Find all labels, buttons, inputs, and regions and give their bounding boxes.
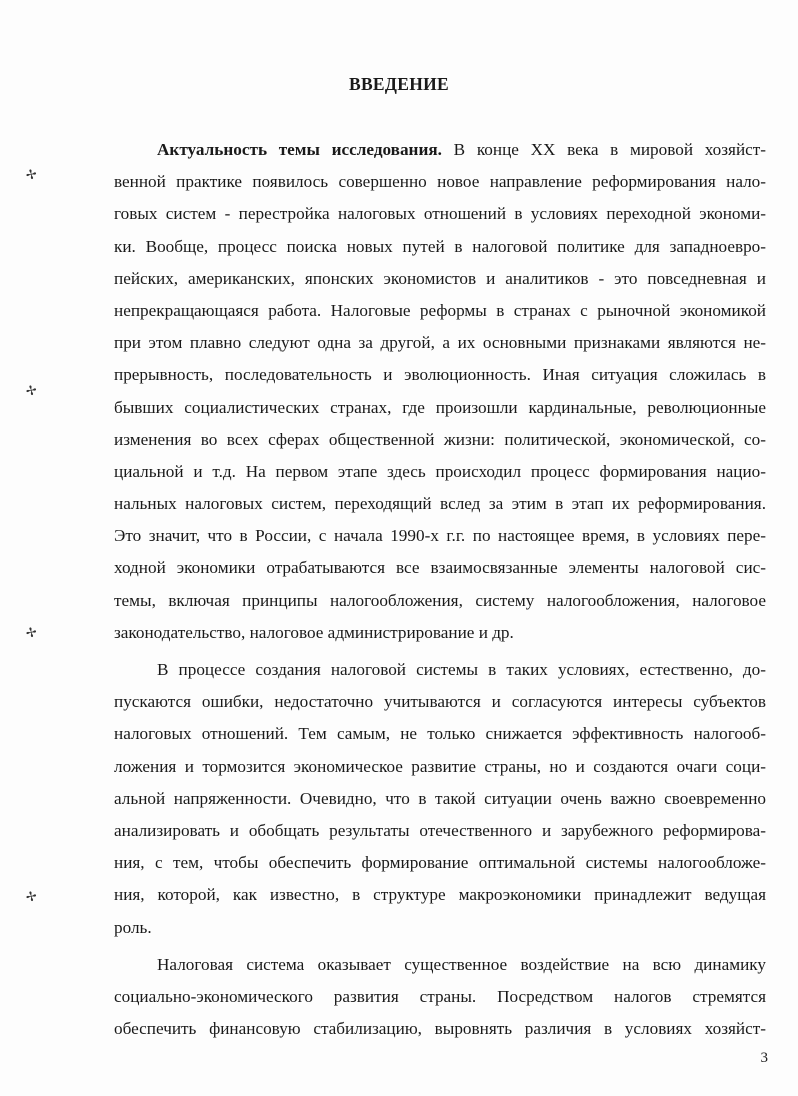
text-line: циальной и т.д. На первом этапе здесь происходил процесс формирования нацио- xyxy=(114,461,766,481)
text-line: ложения и тормозится экономическое развитие страны, но и создаются очаги соци- xyxy=(114,756,766,776)
text-line: ходной экономики отрабатываются все взаимосвязанные элементы налоговой сис- xyxy=(114,558,766,578)
text-line: прерывность, последовательность и эволюционность. Иная ситуация сложилась в xyxy=(114,365,766,385)
margin-mark: ✢ xyxy=(24,625,39,642)
text-line: В процессе создания налоговой системы в таких условиях, естественно, до- xyxy=(157,660,766,679)
text-line: нальных налоговых систем, переходящий вслед за этим в этап их реформирования. xyxy=(114,494,766,514)
body-text xyxy=(114,134,766,1045)
text-line: обеспечить финансовую стабилизацию, выровнять различия в условиях хозяйст- xyxy=(114,1019,766,1039)
text-line: ния, которой, как известно, в структуре макроэкономики принадлежит ведущая xyxy=(114,885,766,905)
text-line: Налоговая система оказывает существенное воздействие на всю динамику xyxy=(157,954,766,974)
text-line: Это значит, что в России, с начала 1990-х г.г. по настоящее время, в условиях пере- xyxy=(114,526,766,546)
text-line: социально-экономического развития страны. Посредством налогов стремятся xyxy=(114,986,766,1006)
text-line: пейских, американских, японских экономистов и аналитиков - это повседневная и xyxy=(114,268,766,288)
text-line: анализировать и обобщать результаты отечественного и зарубежного реформирова- xyxy=(114,820,766,840)
margin-mark: ✢ xyxy=(24,383,39,400)
text-line: изменения во всех сферах общественной жизни: политической, экономической, со- xyxy=(114,429,766,449)
margin-mark: ✢ xyxy=(24,167,39,184)
text-line: бывших социалистических странах, где произошли кардинальные, революционные xyxy=(114,397,766,417)
text-line: альной напряженности. Очевидно, что в такой ситуации очень важно своевременно xyxy=(114,788,766,808)
text-line: пускаются ошибки, недостаточно учитываются и согласуются интересы субъектов xyxy=(114,692,766,712)
text-line: ки. Вообще, процесс поиска новых путей в налоговой политике для западноевро- xyxy=(114,236,766,256)
text-line: ния, с тем, чтобы обеспечить формирование оптимальной системы налогообложе- xyxy=(114,853,766,873)
text-line: темы, включая принципы налогообложения, систему налогообложения, налоговое xyxy=(114,590,766,610)
lead-phrase: Актуальность темы исследования. xyxy=(157,140,442,159)
section-heading: ВВЕДЕНИЕ xyxy=(348,74,450,94)
page-number: 3 xyxy=(760,1050,768,1066)
text-line: говых систем - перестройка налоговых отношений в условиях переходной экономи- xyxy=(114,204,766,224)
margin-mark: ✢ xyxy=(24,889,39,906)
text-line: непрекращающаяся работа. Налоговые реформы в странах с рыночной экономикой xyxy=(114,300,766,320)
text-line: законодательство, налоговое администрирование и др. xyxy=(114,622,514,642)
text-line: налоговых отношений. Тем самым, не только снижается эффективность налогооб- xyxy=(114,724,766,744)
text-line: роль. xyxy=(114,917,152,937)
text-line: Актуальность темы исследования. В конце XX века в мировой хозяйст- xyxy=(157,140,767,159)
text-line: венной практике появилось совершенно новое направление реформирования нало- xyxy=(114,172,766,192)
text-line: при этом плавно следуют одна за другой, а их основными признаками являются не- xyxy=(114,333,766,353)
